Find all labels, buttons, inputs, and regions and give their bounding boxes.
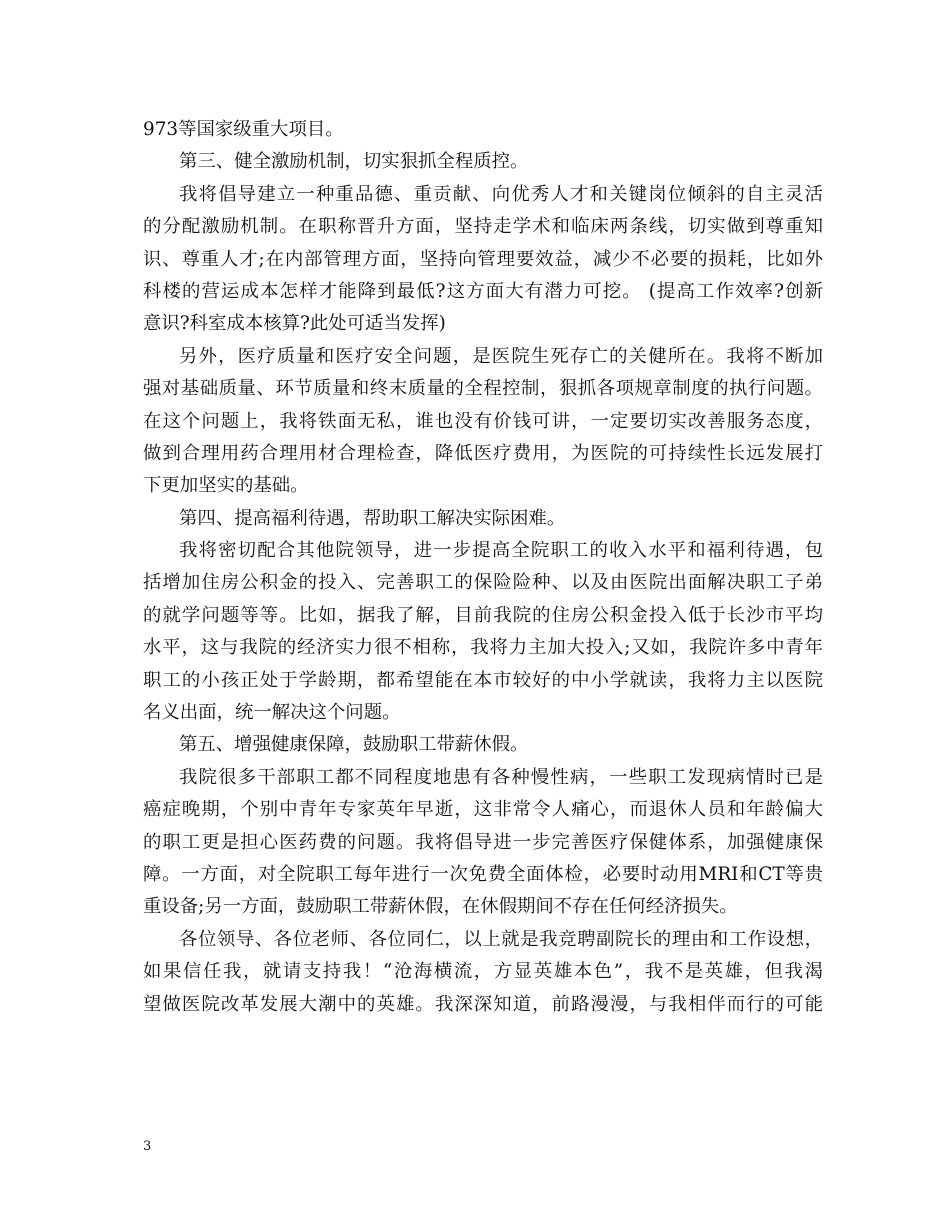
- text-line: 名义出面，统一解决这个问题。: [143, 702, 401, 724]
- text-line: 强对基础质量、环节质量和终末质量的全程控制，狠抓各项规章制度的执行问题。: [143, 378, 823, 400]
- page-number: 3: [143, 1139, 152, 1154]
- document-body: [143, 114, 823, 1021]
- text-line: 我将倡导建立一种重品德、重贡献、向优秀人才和关键岗位倾斜的自主灵活: [179, 183, 823, 205]
- text-line: 括增加住房公积金的投入、完善职工的保险险种、以及由医院出面解决职工子弟: [143, 572, 823, 594]
- text-line: 在这个问题上，我将铁面无私，谁也没有价钱可讲，一定要切实改善服务态度，: [143, 410, 823, 432]
- text-line: 科楼的营运成本怎样才能降到最低?这方面大有潜力可挖。 (提高工作效率?创新: [143, 280, 823, 302]
- text-line: 我院很多干部职工都不同程度地患有各种慢性病，一些职工发现病情时已是: [179, 766, 823, 788]
- text-line: 各位领导、各位老师、各位同仁，以上就是我竞聘副院长的理由和工作设想，: [179, 928, 823, 950]
- text-line: 的就学问题等等。比如，据我了解，目前我院的住房公积金投入低于长沙市平均: [143, 604, 823, 626]
- text-line: 的分配激励机制。在职称晋升方面，坚持走学术和临床两条线，切实做到尊重知: [143, 216, 823, 238]
- text-line: 做到合理用药合理用材合理检查，降低医疗费用，为医院的可持续性长远发展打: [143, 442, 823, 464]
- text-line: 望做医院改革发展大潮中的英雄。我深深知道，前路漫漫，与我相伴而行的可能: [143, 993, 823, 1015]
- text-line: 我将密切配合其他院领导，进一步提高全院职工的收入水平和福利待遇，包: [179, 540, 823, 562]
- text-line: 障。一方面，对全院职工每年进行一次免费全面体检，必要时动用MRI和CT等贵: [143, 863, 823, 885]
- text-line: 如果信任我，就请支持我！“沧海横流，方显英雄本色”，我不是英雄，但我渴: [143, 961, 823, 983]
- text-line: 重设备;另一方面，鼓励职工带薪休假，在休假期间不存在任何经济损失。: [143, 896, 738, 918]
- text-line: 癌症晚期，个别中青年专家英年早逝，这非常令人痛心，而退休人员和年龄偏大: [143, 799, 823, 821]
- text-line: 职工的小孩正处于学龄期，都希望能在本市较好的中小学就读，我将力主以医院: [143, 669, 823, 691]
- text-line: 识、尊重人才;在内部管理方面，坚持向管理要效益，减少不必要的损耗，比如外: [143, 248, 823, 270]
- text-line: 另外，医疗质量和医疗安全问题，是医院生死存亡的关健所在。我将不断加: [179, 345, 823, 367]
- text-line: 第四、提高福利待遇，帮助职工解决实际困难。: [179, 507, 566, 529]
- text-line: 的职工更是担心医药费的问题。我将倡导进一步完善医疗保健体系，加强健康保: [143, 831, 823, 853]
- text-line: 973等国家级重大项目。: [143, 119, 344, 140]
- text-line: 水平，这与我院的经济实力很不相称，我将力主加大投入;又如，我院许多中青年: [143, 637, 823, 659]
- text-line: 下更加坚实的基础。: [143, 475, 309, 497]
- text-line: 第五、增强健康保障，鼓励职工带薪休假。: [179, 734, 529, 756]
- text-line: 第三、健全激励机制，切实狠抓全程质控。: [179, 151, 529, 173]
- text-line: 意识?科室成本核算?此处可适当发挥): [143, 313, 446, 335]
